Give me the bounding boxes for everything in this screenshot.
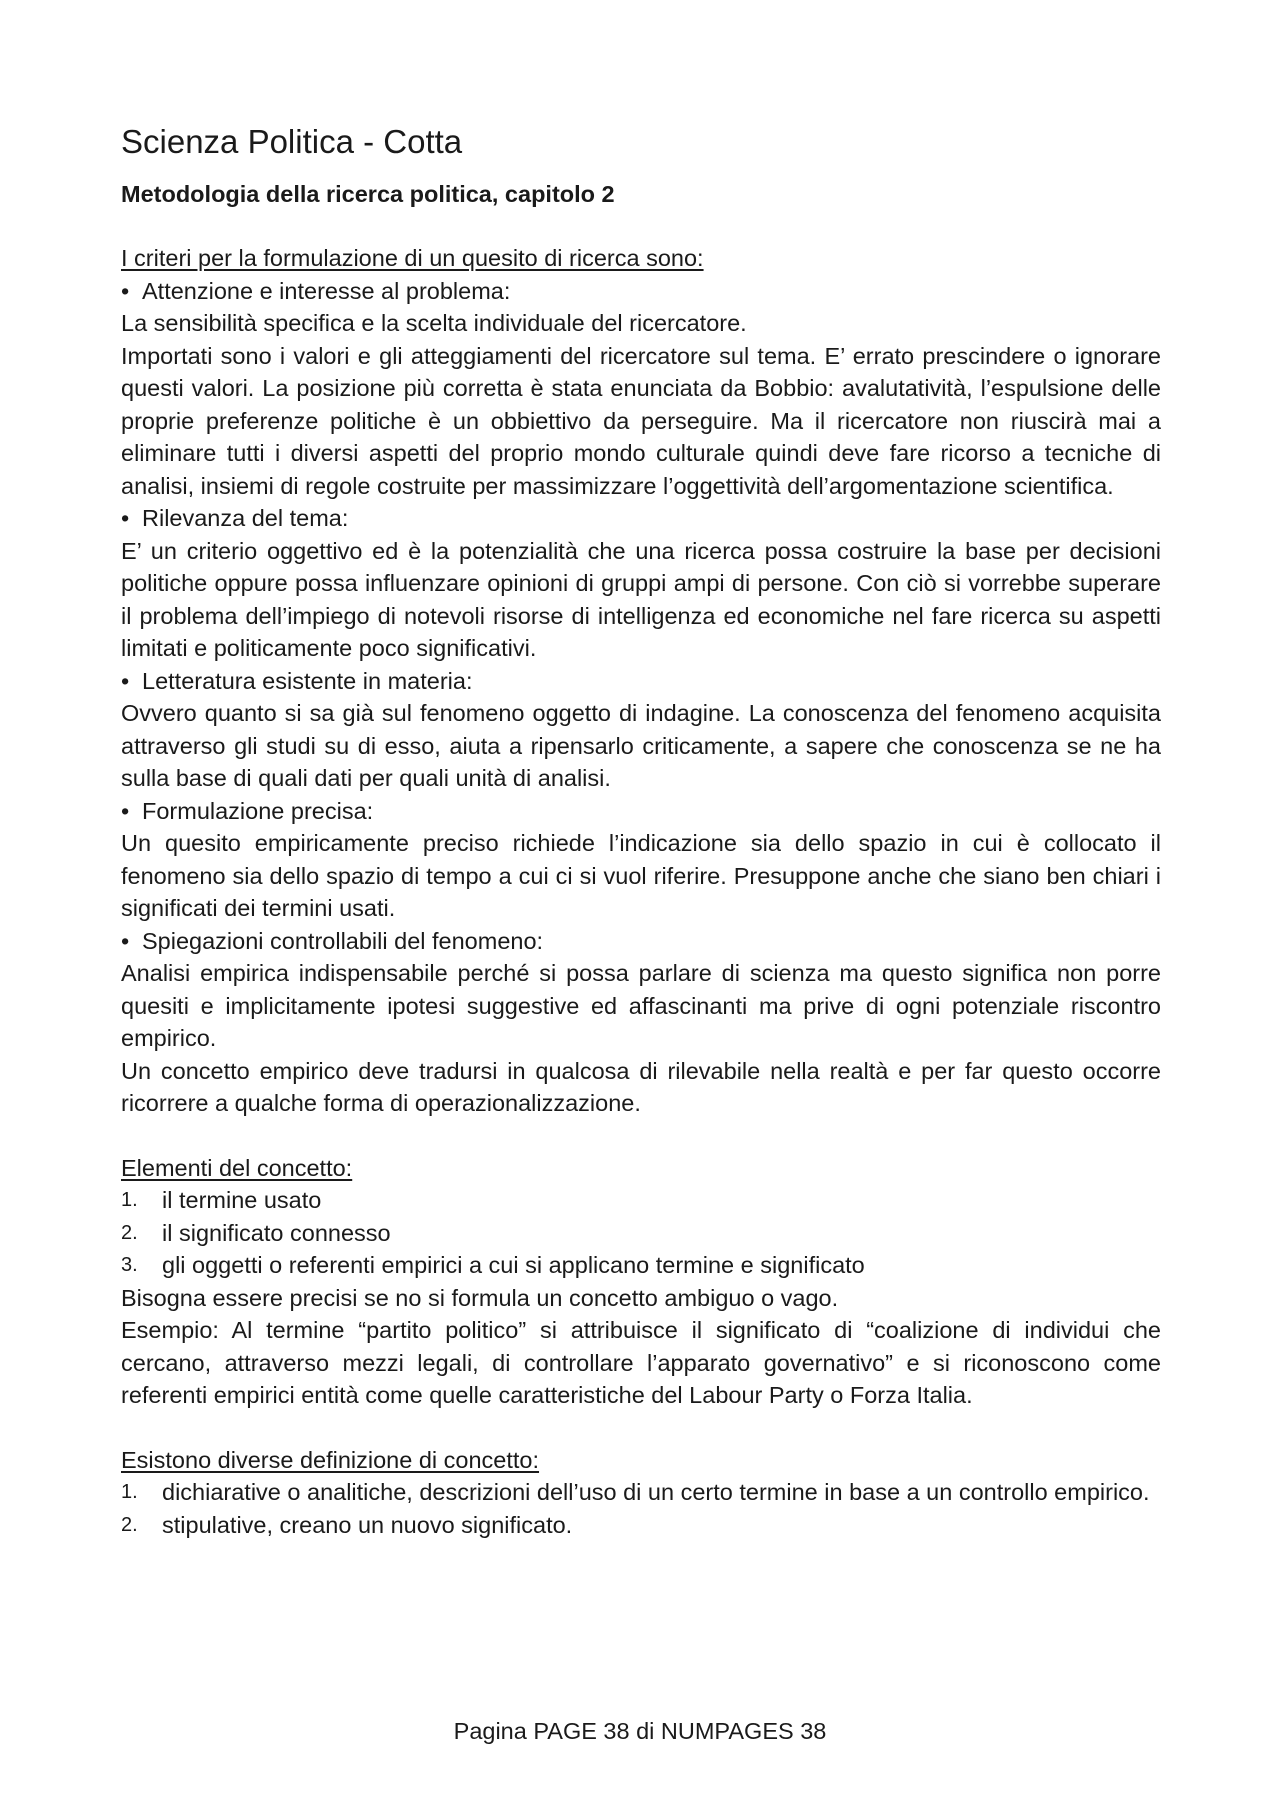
document-title: Scienza Politica - Cotta (121, 123, 463, 160)
bullet-marker: • (121, 505, 130, 531)
section-heading-definizioni: Esistono diverse definizione di concetto: (121, 1446, 540, 1473)
list-number: 1. (121, 1481, 138, 1503)
list-number: 1. (121, 1189, 138, 1211)
bullet-label: Rilevanza del tema: (142, 505, 349, 531)
bullet-marker: • (121, 797, 130, 824)
paragraph: Ovvero quanto si sa già sul fenomeno oggetto di indagine. La conoscenza del fenomeno acquisita attraverso gli studi su di esso, aiuta a ripensarlo criticamente, a sapere che conoscenza se ne ha sulla base di quali dati per quali unità di analisi. (121, 700, 1161, 791)
paragraph: Bisogna essere precisi se no si formula un concetto ambiguo o vago. (121, 1284, 839, 1311)
list-item (121, 1184, 1161, 1217)
list-text: gli oggetti o referenti empirici a cui si applicano termine e significato (162, 1252, 865, 1278)
list-item (121, 1509, 1161, 1542)
paragraph: Un concetto empirico deve tradursi in qualcosa di rilevabile nella realtà e per far questo occorre ricorrere a qualche forma di operazionalizzazione. (121, 1057, 1161, 1116)
bullet-item (121, 502, 1161, 535)
list-text: stipulative, creano un nuovo significato. (162, 1511, 573, 1538)
page-footer: Pagina PAGE 38 di NUMPAGES 38 (453, 1718, 827, 1744)
paragraph: La sensibilità specifica e la scelta individuale del ricercatore. (121, 310, 747, 336)
page-content (121, 122, 1161, 1541)
chapter-heading: Metodologia della ricerca politica, capitolo 2 (121, 181, 615, 207)
list-text: il significato connesso (162, 1219, 391, 1246)
list-number: 2. (121, 1513, 138, 1536)
paragraph: Analisi empirica indispensabile perché si possa parlare di scienza ma questo significa non porre quesiti e implicitamente ipotesi suggestive ed affascinanti ma prive di ogni potenziale riscontro empirico. (121, 960, 1161, 1051)
bullet-item (121, 925, 1161, 958)
list-text: il termine usato (162, 1187, 322, 1213)
list-item (121, 1476, 1161, 1509)
spacer (121, 1412, 1161, 1444)
paragraph: Un quesito empiricamente preciso richiede l’indicazione sia dello spazio in cui è collocato il fenomeno sia dello spazio di tempo a cui ci si vuol riferire. Presuppone anche che siano ben chiari i significati dei termini usati. (121, 830, 1161, 921)
bullet-label: Attenzione e interesse al problema: (142, 277, 511, 304)
bullet-label: Letteratura esistente in materia: (142, 667, 473, 694)
list-item (121, 1249, 1161, 1282)
bullet-item (121, 795, 1161, 828)
bullet-item (121, 275, 1161, 308)
numbered-list-definizioni (121, 1476, 1161, 1541)
list-text: dichiarative o analitiche, descrizioni dell’uso di un certo termine in base a un controllo empirico. (162, 1479, 1150, 1505)
bullet-marker: • (121, 927, 130, 954)
list-number: 3. (121, 1254, 138, 1276)
bullet-marker: • (121, 277, 130, 304)
bullet-item (121, 665, 1161, 698)
numbered-list-elementi (121, 1184, 1161, 1282)
paragraph: Esempio: Al termine “partito politico” si attribuisce il significato di “coalizione di individui che cercano, attraverso mezzi legali, di controllare l’apparato governativo” e si riconoscono come referenti empirici entità come quelle caratteristiche del Labour Party o Forza Italia. (121, 1317, 1161, 1408)
bullet-marker: • (121, 667, 130, 694)
bullet-label: Spiegazioni controllabili del fenomeno: (142, 927, 544, 954)
list-number: 2. (121, 1221, 138, 1244)
list-item (121, 1217, 1161, 1250)
section-heading-elementi: Elementi del concetto: (121, 1154, 353, 1181)
paragraph: E’ un criterio oggettivo ed è la potenzialità che una ricerca possa costruire la base per decisioni politiche oppure possa influenzare opinioni di gruppi ampi di persone. Con ciò si vorrebbe superare il problema dell’impiego di notevoli risorse di intelligenza ed economiche nel fare ricerca su aspetti limitati e politicamente poco significativi. (121, 537, 1161, 661)
section-heading-criteri: I criteri per la formulazione di un quesito di ricerca sono: (121, 245, 704, 271)
spacer (121, 1120, 1161, 1152)
paragraph: Importati sono i valori e gli atteggiamenti del ricercatore sul tema. E’ errato prescindere o ignorare questi valori. La posizione più corretta è stata enunciata da Bobbio: avalutatività, l’espulsione delle proprie preferenze politiche è un obbiettivo da perseguire. Ma il ricercatore non riuscirà mai a eliminare tutti i diversi aspetti del proprio mondo culturale quindi deve fare ricorso a tecniche di analisi, insiemi di regole costruite per massimizzare l’oggettività dell’argomentazione scientifica. (121, 342, 1161, 499)
bullet-label: Formulazione precisa: (142, 797, 374, 824)
